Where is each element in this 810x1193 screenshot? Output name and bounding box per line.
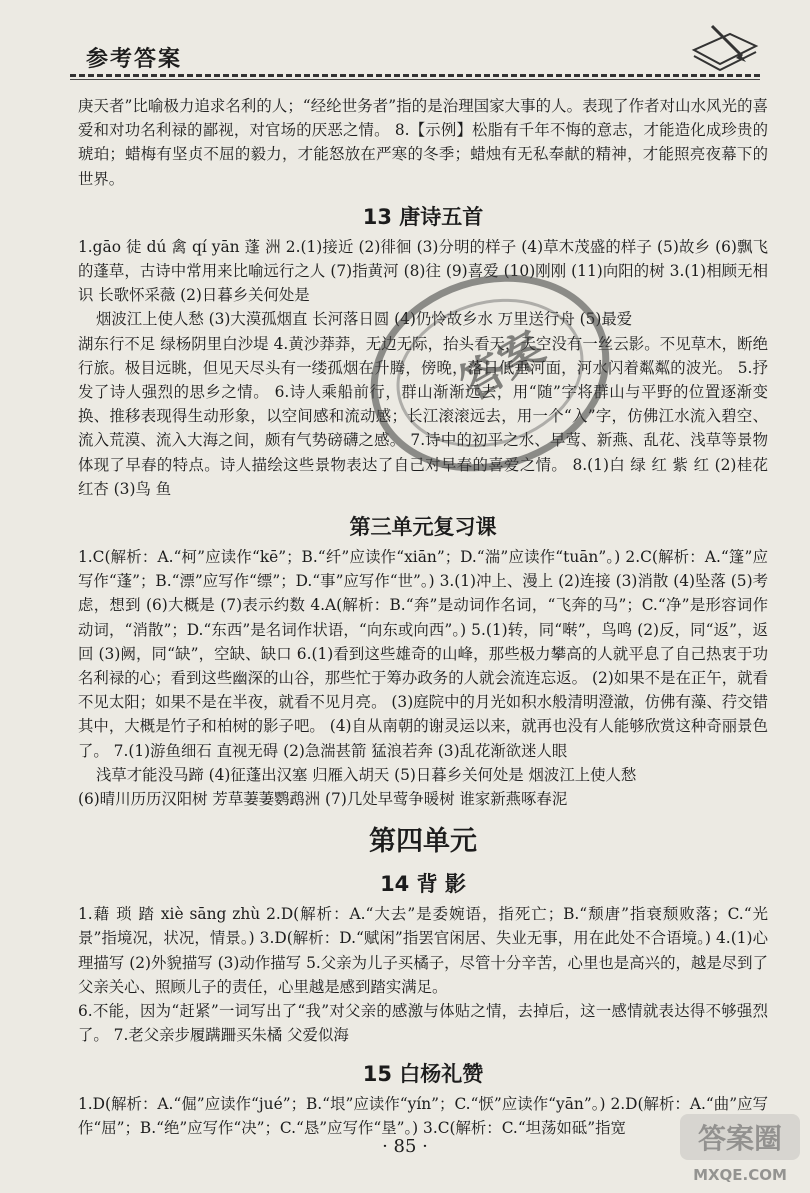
answer-paragraph: 浅草才能没马蹄 (4)征蓬出汉塞 归雁入胡天 (5)日暮乡关何处是 烟波江上使人愁 <box>96 765 637 784</box>
pen-book-icon <box>690 20 760 76</box>
official-stamp <box>360 268 620 478</box>
header-rule <box>70 74 760 77</box>
page-header <box>0 0 810 80</box>
answer-paragraph: 湖东行不足 绿杨阴里白沙堤 4.黄沙莽莽，无边无际，抬头看天，天空没有一丝云影。不见草木，断绝行旅。极目远眺，但见天尽头有一缕孤烟在升腾，傍晚，落日低垂河面，河水闪着粼粼的波光。 5.抒发了诗人强烈的思乡之情。 6.诗人乘船前行，群山渐渐远去，用“随”字将群山与平野的位置逐渐变换、推移表现得生动形象，以空间感和流动感；长江滚滚远去，用一个“入”字，仿佛江水流入碧空、流入荒漠、流入大海之间，颇有气势磅礴之感。 7.诗中的初平之水、早莺、新燕、乱花、浅草等景物体现了早春的特点。诗人描绘这些景物表达了自己对早春的喜爱之情。 8.(1)白 绿 红 紫 红 (2)桂花 红杏 (3)鸟 鱼 <box>78 334 768 498</box>
answer-content <box>78 94 768 1140</box>
unit-title: 第四单元 <box>369 826 477 858</box>
answer-paragraph: 烟波江上使人愁 (3)大漠孤烟直 长河落日圆 (4)仍怜故乡水 万里送行舟 (5)最爱 <box>96 310 633 329</box>
answer-paragraph: 6.不能，因为“赶紧”一词写出了“我”对父亲的感激与体贴之情，去掉后，这一感情就表达得不够强烈了。 7.老父亲步履蹒跚买朱橘 父爱似海 <box>78 1002 768 1045</box>
section-title: 13 唐诗五首 <box>362 204 484 229</box>
header-rule-thin <box>70 79 760 80</box>
header-title: 参考答案 <box>86 47 183 72</box>
site-watermark <box>676 1110 804 1188</box>
answer-paragraph: 1.C(解析：A.“柯”应读作“kē”；B.“纤”应读作“xiān”；D.“湍”应读作“tuān”。) 2.C(解析：A.“篷”应写作“蓬”；B.“漂”应写作“缥”；D.“事”应写作“世”。) 3.(1)冲上、漫上 (2)连接 (3)消散 (4)坠落 (5)考虑，想到 (6)大概是 (7)表示约数 4.A(解析：B.“奔”是动词作名词，“飞奔的马”；C.“净”是形容词作动词，“消散”；D.“东西”是名词作状语，“向东或向西”。) 5.(1)转，同“啭”，鸟鸣 (2)反，同“返”，返回 (3)阙，同“缺”，空缺、缺口 6.(1)看到这些雄奇的山峰，那些极力攀高的人就平息了自己热衷于功名利禄的心；看到这些幽深的山谷，那些忙于筹办政务的人就会流连忘返。 (2)如果不是在正午，就看不见太阳；如果不是在半夜，就看不见月亮。 (3)庭院中的月光如积水般清明澄澈，仿佛有藻、荇交错其中，大概是竹子和柏树的影子吧。 (4)自从南朝的谢灵运以来，就再也没有人能够欣赏这种奇丽景色了。 7.(1)游鱼细石 直视无碍 (2)急湍甚箭 猛浪若奔 (3)乱花渐欲迷人眼 <box>78 548 768 760</box>
watermark-title: 答案圈 <box>697 1122 783 1155</box>
section-title: 第三单元复习课 <box>349 515 497 540</box>
page-number: · 85 · <box>382 1136 428 1157</box>
section-title: 15 白杨礼赞 <box>362 1061 484 1086</box>
watermark-url: MXQE.COM <box>693 1166 787 1184</box>
section-title: 14 背 影 <box>380 872 466 897</box>
answer-paragraph: 庚天者”比喻极力追求名利的人；“经纶世务者”指的是治理国家大事的人。表现了作者对山水风光的喜爱和对功名利禄的鄙视，对官场的厌恶之情。 8.【示例】松脂有千年不悔的意志，才能造化成珍贵的琥珀；蜡梅有坚贞不屈的毅力，才能怒放在严寒的冬季；蜡烛有无私奉献的精神，才能照亮夜幕下的世界。 <box>78 97 768 188</box>
answer-paragraph: (6)晴川历历汉阳树 芳草萋萋鹦鹉洲 (7)几处早莺争暖树 谁家新燕啄春泥 <box>78 790 568 809</box>
stamp-text: 答案 <box>451 322 554 411</box>
answer-paragraph: 1.gāo 徒 dú 禽 qí yān 蓬 洲 2.(1)接近 (2)徘徊 (3)分明的样子 (4)草木茂盛的样子 (5)故乡 (6)飘飞的蓬草，古诗中常用来比喻远行之人 (7)指黄河 (8)往 (9)喜爱 (10)刚刚 (11)向阳的树 3.(1)相顾无相识 长歌怀采薇 (2)日暮乡关何处是 <box>78 237 768 305</box>
answer-paragraph: 1.D(解析：A.“倔”应读作“jué”；B.“垠”应读作“yín”；C.“恹”应读作“yān”。) 2.D(解析：A.“曲”应写作“屈”；B.“绝”应写作“决”；C.“恳”应写作“垦”。) 3.C(解析：C.“坦荡如砥”指宽 <box>78 1094 768 1137</box>
answer-paragraph: 1.藉 琐 踏 xiè sāng zhù 2.D(解析：A.“大去”是委婉语，指死亡；B.“颓唐”指衰颓败落；C.“光景”指境况，状况，情景。) 3.D(解析：D.“赋闲”指罢官闲居、失业无事，用在此处不合语境。) 4.(1)心理描写 (2)外貌描写 (3)动作描写 5.父亲为儿子买橘子，尽管十分辛苦，心里也是高兴的，越是尽到了父亲关心、照顾儿子的责任，心里越是感到踏实满足。 <box>78 905 768 996</box>
